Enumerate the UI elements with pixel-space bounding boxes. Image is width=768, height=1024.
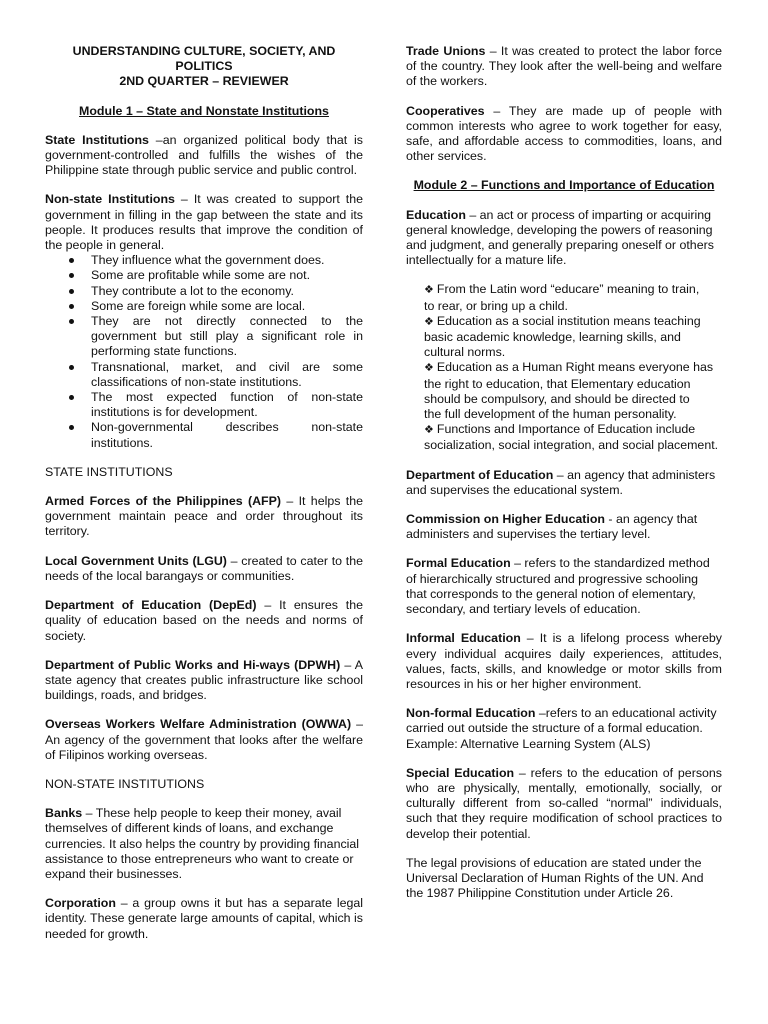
term: Formal Education bbox=[406, 556, 511, 571]
list-item: The most expected function of non-state institutions is for development. bbox=[91, 390, 363, 420]
note-line: cultural norms. bbox=[424, 345, 506, 360]
list-item: They are not directly connected to the government but still play a significant role in performing state functions. bbox=[91, 314, 363, 359]
trade-unions-entry bbox=[406, 44, 722, 90]
definition: – It is a lifelong process whereby every individual acquires daily experiences, attitudes, values, facts, skills, and knowledge or motor skills from resources in his or her higher environment. bbox=[406, 631, 723, 691]
definition: – A state agency that creates public infrastructure like school buildings, roads, and bridges. bbox=[45, 657, 363, 703]
deped-entry bbox=[45, 598, 363, 644]
definition: – an agency that administers and supervises the educational system. bbox=[406, 467, 716, 497]
informal-education-entry bbox=[406, 631, 722, 692]
nonstate-characteristics-list bbox=[45, 253, 363, 451]
nonstate-institutions-definition bbox=[45, 192, 363, 253]
term: Special Education bbox=[406, 765, 515, 780]
term: Banks bbox=[45, 806, 83, 821]
term: Commission on Higher Education bbox=[406, 512, 605, 527]
term: Non-formal Education bbox=[406, 706, 536, 721]
title-line-2: POLITICS bbox=[175, 59, 233, 74]
cooperatives-entry bbox=[406, 104, 722, 165]
definition: – They are made up of people with common interests who agree to work together for easy, safe, and affordable access to commodities, loans, and other services. bbox=[406, 103, 722, 164]
note-line: should be compulsory, and should be directed to bbox=[424, 391, 690, 406]
diamond-bullet-icon: ❖ bbox=[424, 284, 434, 297]
title-line-3: 2ND QUARTER – REVIEWER bbox=[119, 74, 289, 89]
definition: – an act or process of imparting or acquiring general knowledge, developing the powers of reasoning and judgment, and generally preparing oneself or others intellectually for a mature life. bbox=[406, 207, 714, 268]
term: Trade Unions bbox=[406, 44, 486, 58]
right-column bbox=[406, 44, 722, 915]
definition: – refers to the education of persons who are physically, mentally, emotionally, socially, or culturally different from so-called “normal” individuals, such that they require modification of school practices to develop their potential. bbox=[406, 765, 722, 841]
term: Education bbox=[406, 207, 466, 222]
banks-entry bbox=[45, 806, 363, 882]
note-line: ❖ Education as a Human Right means everyone has bbox=[424, 360, 714, 375]
definition: – An agency of the government that looks after the welfare of Filipinos working overseas. bbox=[45, 717, 363, 762]
note-line: to rear, or bring up a child. bbox=[424, 298, 568, 313]
list-item: Non-governmental describes non-state institutions. bbox=[91, 420, 363, 450]
note-line: ❖ Education as a social institution means teaching bbox=[424, 313, 701, 328]
lgu-entry bbox=[45, 554, 363, 584]
list-item: Some are foreign while some are local. bbox=[91, 299, 363, 314]
note-line: socialization, social integration, and social placement. bbox=[424, 438, 719, 453]
diamond-bullet-icon: ❖ bbox=[424, 362, 434, 375]
formal-education-entry bbox=[406, 556, 722, 617]
term: Informal Education bbox=[406, 631, 521, 646]
education-definition bbox=[406, 208, 722, 269]
dpwh-entry bbox=[45, 658, 363, 704]
diamond-bullet-icon: ❖ bbox=[424, 315, 434, 328]
diamond-bullet-icon: ❖ bbox=[424, 424, 434, 437]
definition: – It ensures the quality of education based on the needs and norms of society. bbox=[45, 598, 363, 643]
nonstate-institutions-heading: NON-STATE INSTITUTIONS bbox=[45, 776, 205, 791]
definition: – These help people to keep their money, avail themselves of different kinds of loans, and exchange currencies. It also helps the country by providing financial assistance to those entrepreneurs who want to create or expand their businesses. bbox=[45, 806, 360, 881]
special-education-entry bbox=[406, 766, 722, 842]
term: State Institutions bbox=[45, 132, 149, 147]
list-item: Some are profitable while some are not. bbox=[91, 268, 363, 283]
definition: – It was created to support the government in filling in the gap between the state and its people. It produces results that improve the condition of the people in general. bbox=[45, 192, 364, 253]
document-title bbox=[45, 44, 363, 90]
term: Non-state Institutions bbox=[45, 192, 175, 207]
term: Overseas Workers Welfare Administration (OWWA) bbox=[45, 717, 352, 732]
department-of-education-entry bbox=[406, 468, 722, 498]
term: Department of Education bbox=[406, 467, 554, 482]
term: Corporation bbox=[45, 896, 116, 911]
state-institutions-heading: STATE INSTITUTIONS bbox=[45, 464, 173, 479]
state-institutions-definition bbox=[45, 133, 363, 179]
corporation-entry bbox=[45, 896, 363, 942]
term: Local Government Units (LGU) bbox=[45, 553, 227, 568]
note-line: ❖ From the Latin word “educare” meaning to train, bbox=[424, 282, 700, 297]
list-item: They influence what the government does. bbox=[91, 253, 363, 268]
definition: –refers to an educational activity carried out outside the structure of a formal education. Example: Alternative Learning System (ALS) bbox=[406, 706, 717, 751]
note-line: basic academic knowledge, learning skills, and bbox=[424, 330, 681, 345]
definition: – It helps the government maintain peace and order throughout its territory. bbox=[45, 494, 363, 539]
definition: –an organized political body that is government-controlled and fulfills the wishes of the Philippine state through public service and public control. bbox=[45, 132, 363, 178]
note-line: ❖ Functions and Importance of Education include bbox=[424, 422, 696, 437]
left-column bbox=[45, 44, 363, 956]
afp-entry bbox=[45, 494, 363, 540]
note-line: the right to education, that Elementary education bbox=[424, 376, 691, 391]
definition: – a group owns it but has a separate legal identity. These generate large amounts of capital, which is needed for growth. bbox=[45, 896, 363, 941]
education-notes bbox=[406, 282, 722, 453]
list-item: Transnational, market, and civil are some classifications of non-state institutions. bbox=[91, 359, 363, 389]
title-line-1: UNDERSTANDING CULTURE, SOCIETY, AND bbox=[72, 44, 336, 58]
term: Armed Forces of the Philippines (AFP) bbox=[45, 494, 281, 509]
list-item: They contribute a lot to the economy. bbox=[91, 284, 363, 299]
definition: – created to cater to the needs of the local barangays or communities. bbox=[45, 553, 363, 583]
definition: – refers to the standardized method of hierarchically structured and progressive schooling that corresponds to the general notion of elementary, secondary, and tertiary levels of education. bbox=[406, 556, 710, 617]
note-line: the full development of the human personality. bbox=[424, 407, 677, 422]
definition: - an agency that administers and supervises the tertiary level. bbox=[406, 512, 698, 542]
nonformal-education-entry bbox=[406, 706, 722, 752]
term: Department of Education (DepEd) bbox=[45, 598, 257, 613]
term: Cooperatives bbox=[406, 103, 485, 118]
module-2-heading: Module 2 – Functions and Importance of Education bbox=[413, 178, 715, 193]
term: Department of Public Works and Hi-ways (DPWH) bbox=[45, 657, 341, 672]
owwa-entry bbox=[45, 717, 363, 763]
ched-entry bbox=[406, 512, 722, 542]
legal-provisions-paragraph: The legal provisions of education are stated under the Universal Declaration of Human Rights of the UN. And the 1987 Philippine Constitution under Article 26. bbox=[406, 855, 704, 901]
module-1-heading: Module 1 – State and Nonstate Institutions bbox=[79, 103, 329, 118]
definition: – It was created to protect the labor force of the country. They look after the well-being and welfare of the workers. bbox=[406, 44, 722, 89]
